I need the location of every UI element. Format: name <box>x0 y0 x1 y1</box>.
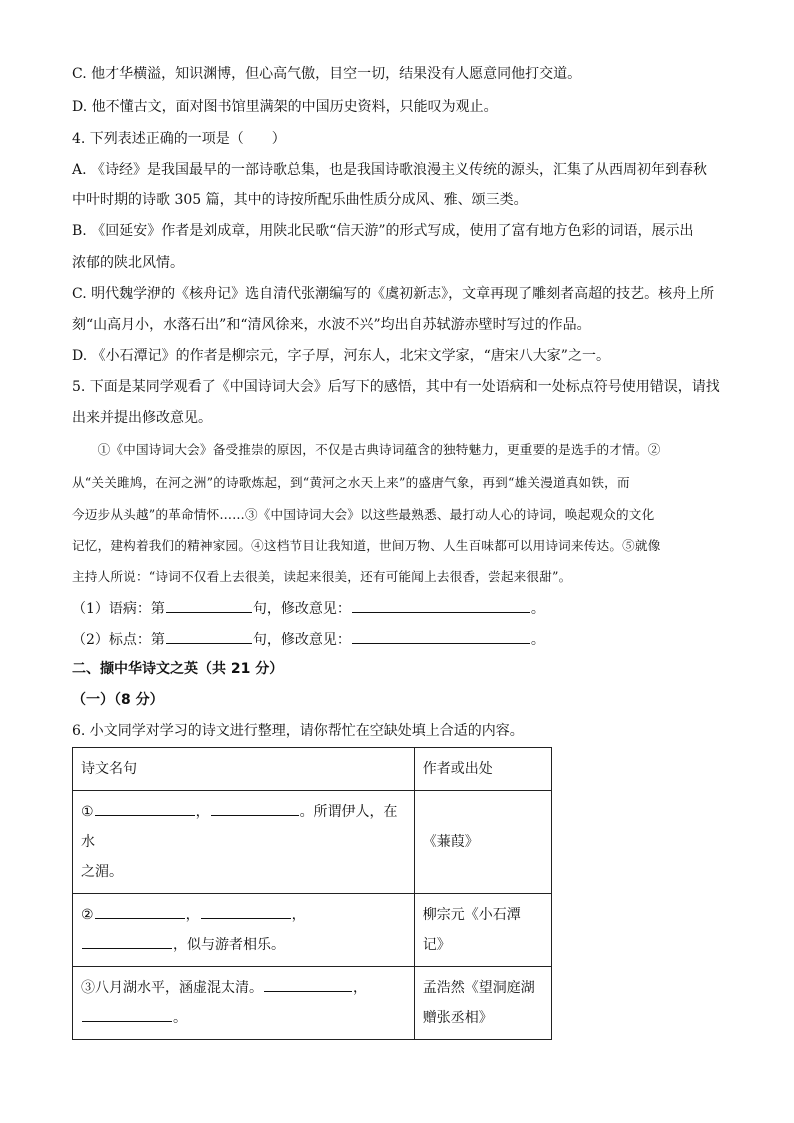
row2-blank-3[interactable] <box>82 934 172 949</box>
answer-punctuation-end: 。 <box>530 632 545 648</box>
question-5-line1: 5. 下面是某同学观看了《中国诗词大会》后写下的感悟，其中有一处语病和一处标点符号使用错误，请找 <box>72 379 720 395</box>
question-6: 6. 小文同学对学习的诗文进行整理，请你帮忙在空缺处填上合适的内容。 <box>72 723 524 739</box>
answer-grammar-end: 。 <box>530 601 545 617</box>
row3-blank-1[interactable] <box>264 977 352 992</box>
row1-text: 。所谓伊人，在水 <box>81 804 398 850</box>
q4-option-a-line2: 中叶时期的诗歌 305 篇，其中的诗按所配乐曲性质分成风、雅、颂三类。 <box>72 192 528 208</box>
question-4: 4. 下列表述正确的一项是（ ） <box>72 131 286 147</box>
row2-text: ，似与游者相乐。 <box>173 937 285 953</box>
header-source: 作者或出处 <box>414 748 551 791</box>
question-5-line2: 出来并提出修改意见。 <box>72 410 212 426</box>
answer-grammar-mid: 句，修改意见： <box>252 601 351 617</box>
table-header-row <box>73 748 552 791</box>
row2-comma-2: ， <box>291 907 306 923</box>
table-row <box>73 894 552 967</box>
table-row <box>73 791 552 894</box>
passage-line2: 从“关关雎鸠，在河之洲”的诗歌炼起，到“黄河之水天上来”的盛唐气象，再到“雄关漫道真如铁，而 <box>72 475 630 490</box>
q4-option-a-line1: A. 《诗经》是我国最早的一部诗歌总集，也是我国诗歌浪漫主义传统的源头，汇集了从西周初年到春秋 <box>72 162 708 178</box>
row1-blank-2[interactable] <box>211 801 299 816</box>
punctuation-fix-blank[interactable] <box>352 629 530 644</box>
row3-text: ③八月湖水平，涵虚混太清。 <box>81 980 263 996</box>
grammar-fix-blank[interactable] <box>352 598 530 613</box>
subsection-1-title: （一）（8 分） <box>72 692 164 708</box>
answer-grammar-label: （1）语病：第 <box>72 601 165 617</box>
q4-option-b-line2: 浓郁的陕北风情。 <box>72 255 184 271</box>
row2-source-line1: 柳宗元《小石潭 <box>422 907 521 923</box>
answer-punctuation-mid: 句，修改意见： <box>252 632 351 648</box>
row2-source-line2: 记》 <box>422 937 451 953</box>
grammar-sentence-blank[interactable] <box>166 598 252 613</box>
row3-lines <box>73 967 415 1040</box>
passage-line3: 今迈步从头越”的革命情怀……③《中国诗词大会》以这些最熟悉、最打动人心的诗词，唤起观众的文化 <box>72 507 655 522</box>
passage-line1: ①《中国诗词大会》备受推崇的原因，不仅是古典诗词蕴含的独特魅力，更重要的是选手的才情。② <box>72 442 661 457</box>
punctuation-sentence-blank[interactable] <box>166 629 252 644</box>
row1-number: ① <box>81 804 94 820</box>
row1-lines <box>73 791 415 894</box>
row2-blank-1[interactable] <box>95 904 185 919</box>
row1-comma: ， <box>195 804 210 820</box>
q4-option-c-line2: 刻“山高月小，水落石出”和“清风徐来，水波不兴”均出自苏轼游赤壁时写过的作品。 <box>72 317 591 333</box>
answer-punctuation-label: （2）标点：第 <box>72 632 165 648</box>
option-c: C. 他才华横溢，知识渊博，但心高气傲，目空一切，结果没有人愿意同他打交道。 <box>72 66 582 82</box>
row2-blank-2[interactable] <box>201 904 291 919</box>
poem-table <box>72 747 552 1040</box>
row2-lines <box>73 894 415 967</box>
section-2-title: 二、撷中华诗文之英（共 21 分） <box>72 661 284 677</box>
q4-option-b-line1: B. 《回延安》作者是刘成章，用陕北民歌“信天游”的形式写成，使用了富有地方色彩的词语，展示出 <box>72 223 694 239</box>
answer-grammar-line <box>72 598 545 619</box>
row3-source-line2: 赠张丞相》 <box>422 1010 493 1026</box>
table-row <box>73 967 552 1040</box>
row1-blank-1[interactable] <box>95 801 195 816</box>
row2-source <box>414 894 551 967</box>
row1-text-cont: 之湄。 <box>81 864 123 880</box>
row2-comma-1: ， <box>185 907 200 923</box>
row3-blank-2[interactable] <box>82 1007 172 1022</box>
row2-number: ② <box>81 907 94 923</box>
row1-source: 《蒹葭》 <box>414 791 551 894</box>
q4-option-c-line1: C. 明代魏学洢的《核舟记》选自清代张潮编写的《虞初新志》，文章再现了雕刻者高超的技艺。核舟上所 <box>72 286 715 302</box>
row3-period: 。 <box>173 1010 187 1026</box>
header-famous-lines: 诗文名句 <box>73 748 415 791</box>
passage-line4: 记忆，建构着我们的精神家园。④这档节目让我知道，世间万物、人生百味都可以用诗词来传达。⑤就像 <box>72 538 661 553</box>
q4-option-d: D. 《小石潭记》的作者是柳宗元，字子厚，河东人，北宋文学家，“唐宋八大家”之一。 <box>72 348 610 364</box>
option-d: D. 他不懂古文，面对图书馆里满架的中国历史资料，只能叹为观止。 <box>72 99 498 115</box>
row3-source <box>414 967 551 1040</box>
answer-punctuation-line <box>72 629 545 650</box>
row3-source-line1: 孟浩然《望洞庭湖 <box>422 980 535 996</box>
row3-comma: ， <box>353 980 367 996</box>
passage-line5: 主持人所说：“诗词不仅看上去很美，读起来很美，还有可能闻上去很香，尝起来很甜”。 <box>72 569 572 584</box>
